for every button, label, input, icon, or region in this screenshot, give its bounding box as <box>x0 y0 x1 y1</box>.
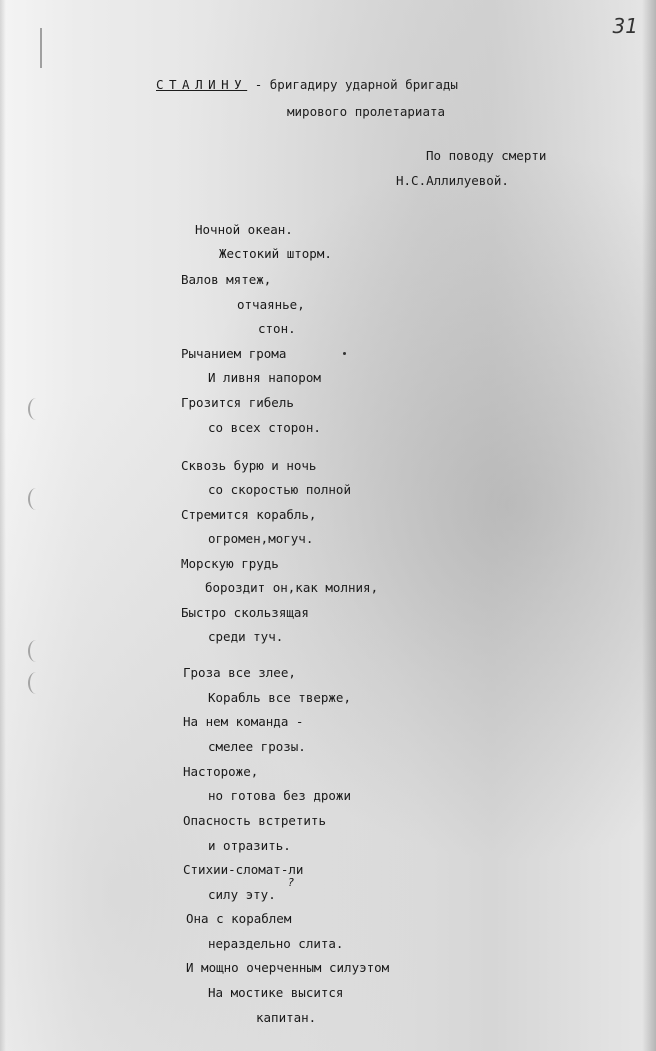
verse-line: среди туч. <box>208 629 284 644</box>
binding-line-top <box>40 28 42 68</box>
binding-hole-mark <box>28 398 44 420</box>
verse-line: стон. <box>258 321 296 336</box>
verse-line: Ночной океан. <box>195 222 293 237</box>
verse-line: со всех сторон. <box>208 420 321 435</box>
dedication-line2: Н.С.Аллилуевой. <box>396 173 509 188</box>
title-rest: - бригадиру ударной бригады <box>247 77 458 92</box>
verse-line: Жестокий шторм. <box>219 246 332 261</box>
binding-hole-mark <box>28 488 44 510</box>
handwritten-annotation: ? <box>288 876 294 889</box>
binding-hole-mark <box>28 640 44 662</box>
verse-line: На нем команда - <box>183 714 304 729</box>
verse-line: нераздельно слита. <box>208 936 344 951</box>
verse-line: отчаянье, <box>237 297 305 312</box>
verse-line: силу эту. <box>208 887 276 902</box>
page-right-edge-shadow <box>642 0 656 1051</box>
verse-line: Настороже, <box>183 764 259 779</box>
verse-line: Грозится гибель <box>181 395 294 410</box>
verse-line: Стремится корабль, <box>181 507 317 522</box>
verse-line: бороздит он,как молния, <box>205 580 379 595</box>
title-addressee: СТАЛИНУ <box>156 77 248 92</box>
verse-line: со скоростью полной <box>208 482 351 497</box>
verse-line: Морскую грудь <box>181 556 279 571</box>
ink-dot <box>343 352 346 355</box>
verse-line: Быстро скользящая <box>181 605 309 620</box>
verse-line: огромен,могуч. <box>208 531 314 546</box>
handwritten-page-number: 31 <box>612 14 638 38</box>
poem-title-line2: мирового пролетариата <box>287 104 446 119</box>
verse-line: смелее грозы. <box>208 739 306 754</box>
verse-line: Валов мятеж, <box>181 272 272 287</box>
verse-line: И ливня напором <box>208 370 321 385</box>
verse-line: Гроза все злее, <box>183 665 296 680</box>
dedication-line1: По поводу смерти <box>426 148 547 163</box>
verse-line: Сквозь бурю и ночь <box>181 458 317 473</box>
page-left-edge <box>0 0 6 1051</box>
poem-title <box>156 77 458 92</box>
verse-line: Она с кораблем <box>186 911 292 926</box>
verse-line: но готова без дрожи <box>208 788 351 803</box>
verse-line: Стихии-сломат-ли <box>183 862 304 877</box>
verse-line: Рычанием грома <box>181 346 287 361</box>
verse-line: И мощно очерченным силуэтом <box>186 960 390 975</box>
verse-line: На мостике высится <box>208 985 344 1000</box>
binding-hole-mark <box>28 672 44 694</box>
verse-line: капитан. <box>256 1010 317 1025</box>
verse-line: Корабль все тверже, <box>208 690 351 705</box>
verse-line: Опасность встретить <box>183 813 326 828</box>
verse-line: и отразить. <box>208 838 291 853</box>
